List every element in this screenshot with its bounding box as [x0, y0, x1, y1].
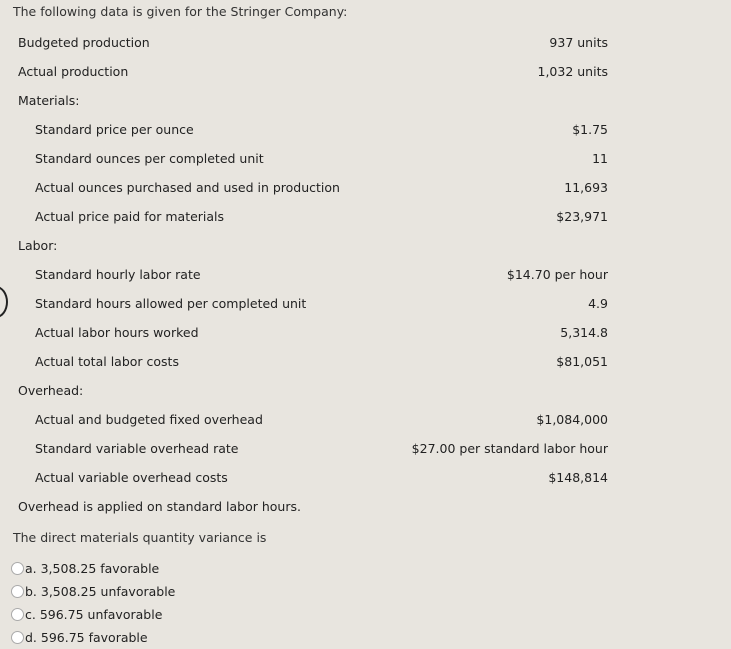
option-label: a. 3,508.25 favorable: [25, 560, 160, 576]
radio-button[interactable]: [11, 608, 24, 621]
row-label: Actual labor hours worked: [35, 325, 199, 340]
option-label: c. 596.75 unfavorable: [25, 606, 163, 622]
data-row: [0, 354, 731, 383]
row-value: 11: [592, 151, 608, 166]
row-label: Standard price per ounce: [35, 122, 194, 137]
row-value: $23,971: [556, 209, 608, 224]
data-row: [0, 122, 731, 151]
answer-option-a[interactable]: [11, 558, 159, 578]
option-label: b. 3,508.25 unfavorable: [25, 583, 176, 599]
row-value: $1.75: [572, 122, 608, 137]
row-label: Actual price paid for materials: [35, 209, 225, 224]
row-label: Materials:: [18, 93, 80, 108]
section-header-labor: [0, 238, 731, 267]
row-label: Actual production: [18, 64, 129, 79]
data-row: [0, 325, 731, 354]
row-value: $1,084,000: [536, 412, 608, 427]
row-label: Actual total labor costs: [35, 354, 179, 369]
row-value: $148,814: [548, 470, 608, 485]
radio-button[interactable]: [11, 585, 24, 598]
row-label: Actual and budgeted fixed overhead: [35, 412, 263, 427]
row-value: $14.70 per hour: [506, 267, 608, 282]
row-value: $27.00 per standard labor hour: [411, 441, 608, 456]
row-value: $81,051: [556, 354, 608, 369]
row-value: 1,032 units: [537, 64, 608, 79]
radio-button[interactable]: [11, 562, 24, 575]
data-row: [0, 64, 731, 93]
intro-text: The following data is given for the Stringer Company:: [13, 4, 348, 19]
overhead-note: Overhead is applied on standard labor hours.: [18, 499, 301, 514]
data-row: [0, 180, 731, 209]
radio-button[interactable]: [11, 631, 24, 644]
data-row: [0, 209, 731, 238]
question-text: The direct materials quantity variance is: [13, 530, 267, 545]
row-value: 11,693: [564, 180, 608, 195]
row-value: 937 units: [549, 35, 608, 50]
data-row: [0, 296, 731, 325]
data-row: [0, 412, 731, 441]
row-label: Standard hours allowed per completed unit: [35, 296, 307, 311]
data-row: [0, 441, 731, 470]
section-header-overhead: [0, 383, 731, 412]
row-label: Labor:: [18, 238, 58, 253]
row-label: Actual ounces purchased and used in production: [35, 180, 340, 195]
data-row: [0, 151, 731, 180]
section-header-materials: [0, 93, 731, 122]
row-label: Budgeted production: [18, 35, 150, 50]
data-row: [0, 470, 731, 499]
option-label: d. 596.75 favorable: [25, 629, 148, 645]
row-label: Standard hourly labor rate: [35, 267, 201, 282]
answer-option-c[interactable]: [11, 604, 162, 624]
data-row: [0, 35, 731, 64]
row-label: Actual variable overhead costs: [35, 470, 228, 485]
row-value: 4.9: [588, 296, 608, 311]
answer-option-d[interactable]: [11, 627, 148, 647]
row-label: Overhead:: [18, 383, 84, 398]
data-row: [0, 267, 731, 296]
row-label: Standard ounces per completed unit: [35, 151, 264, 166]
row-value: 5,314.8: [560, 325, 608, 340]
row-label: Standard variable overhead rate: [35, 441, 239, 456]
answer-option-b[interactable]: [11, 581, 175, 601]
